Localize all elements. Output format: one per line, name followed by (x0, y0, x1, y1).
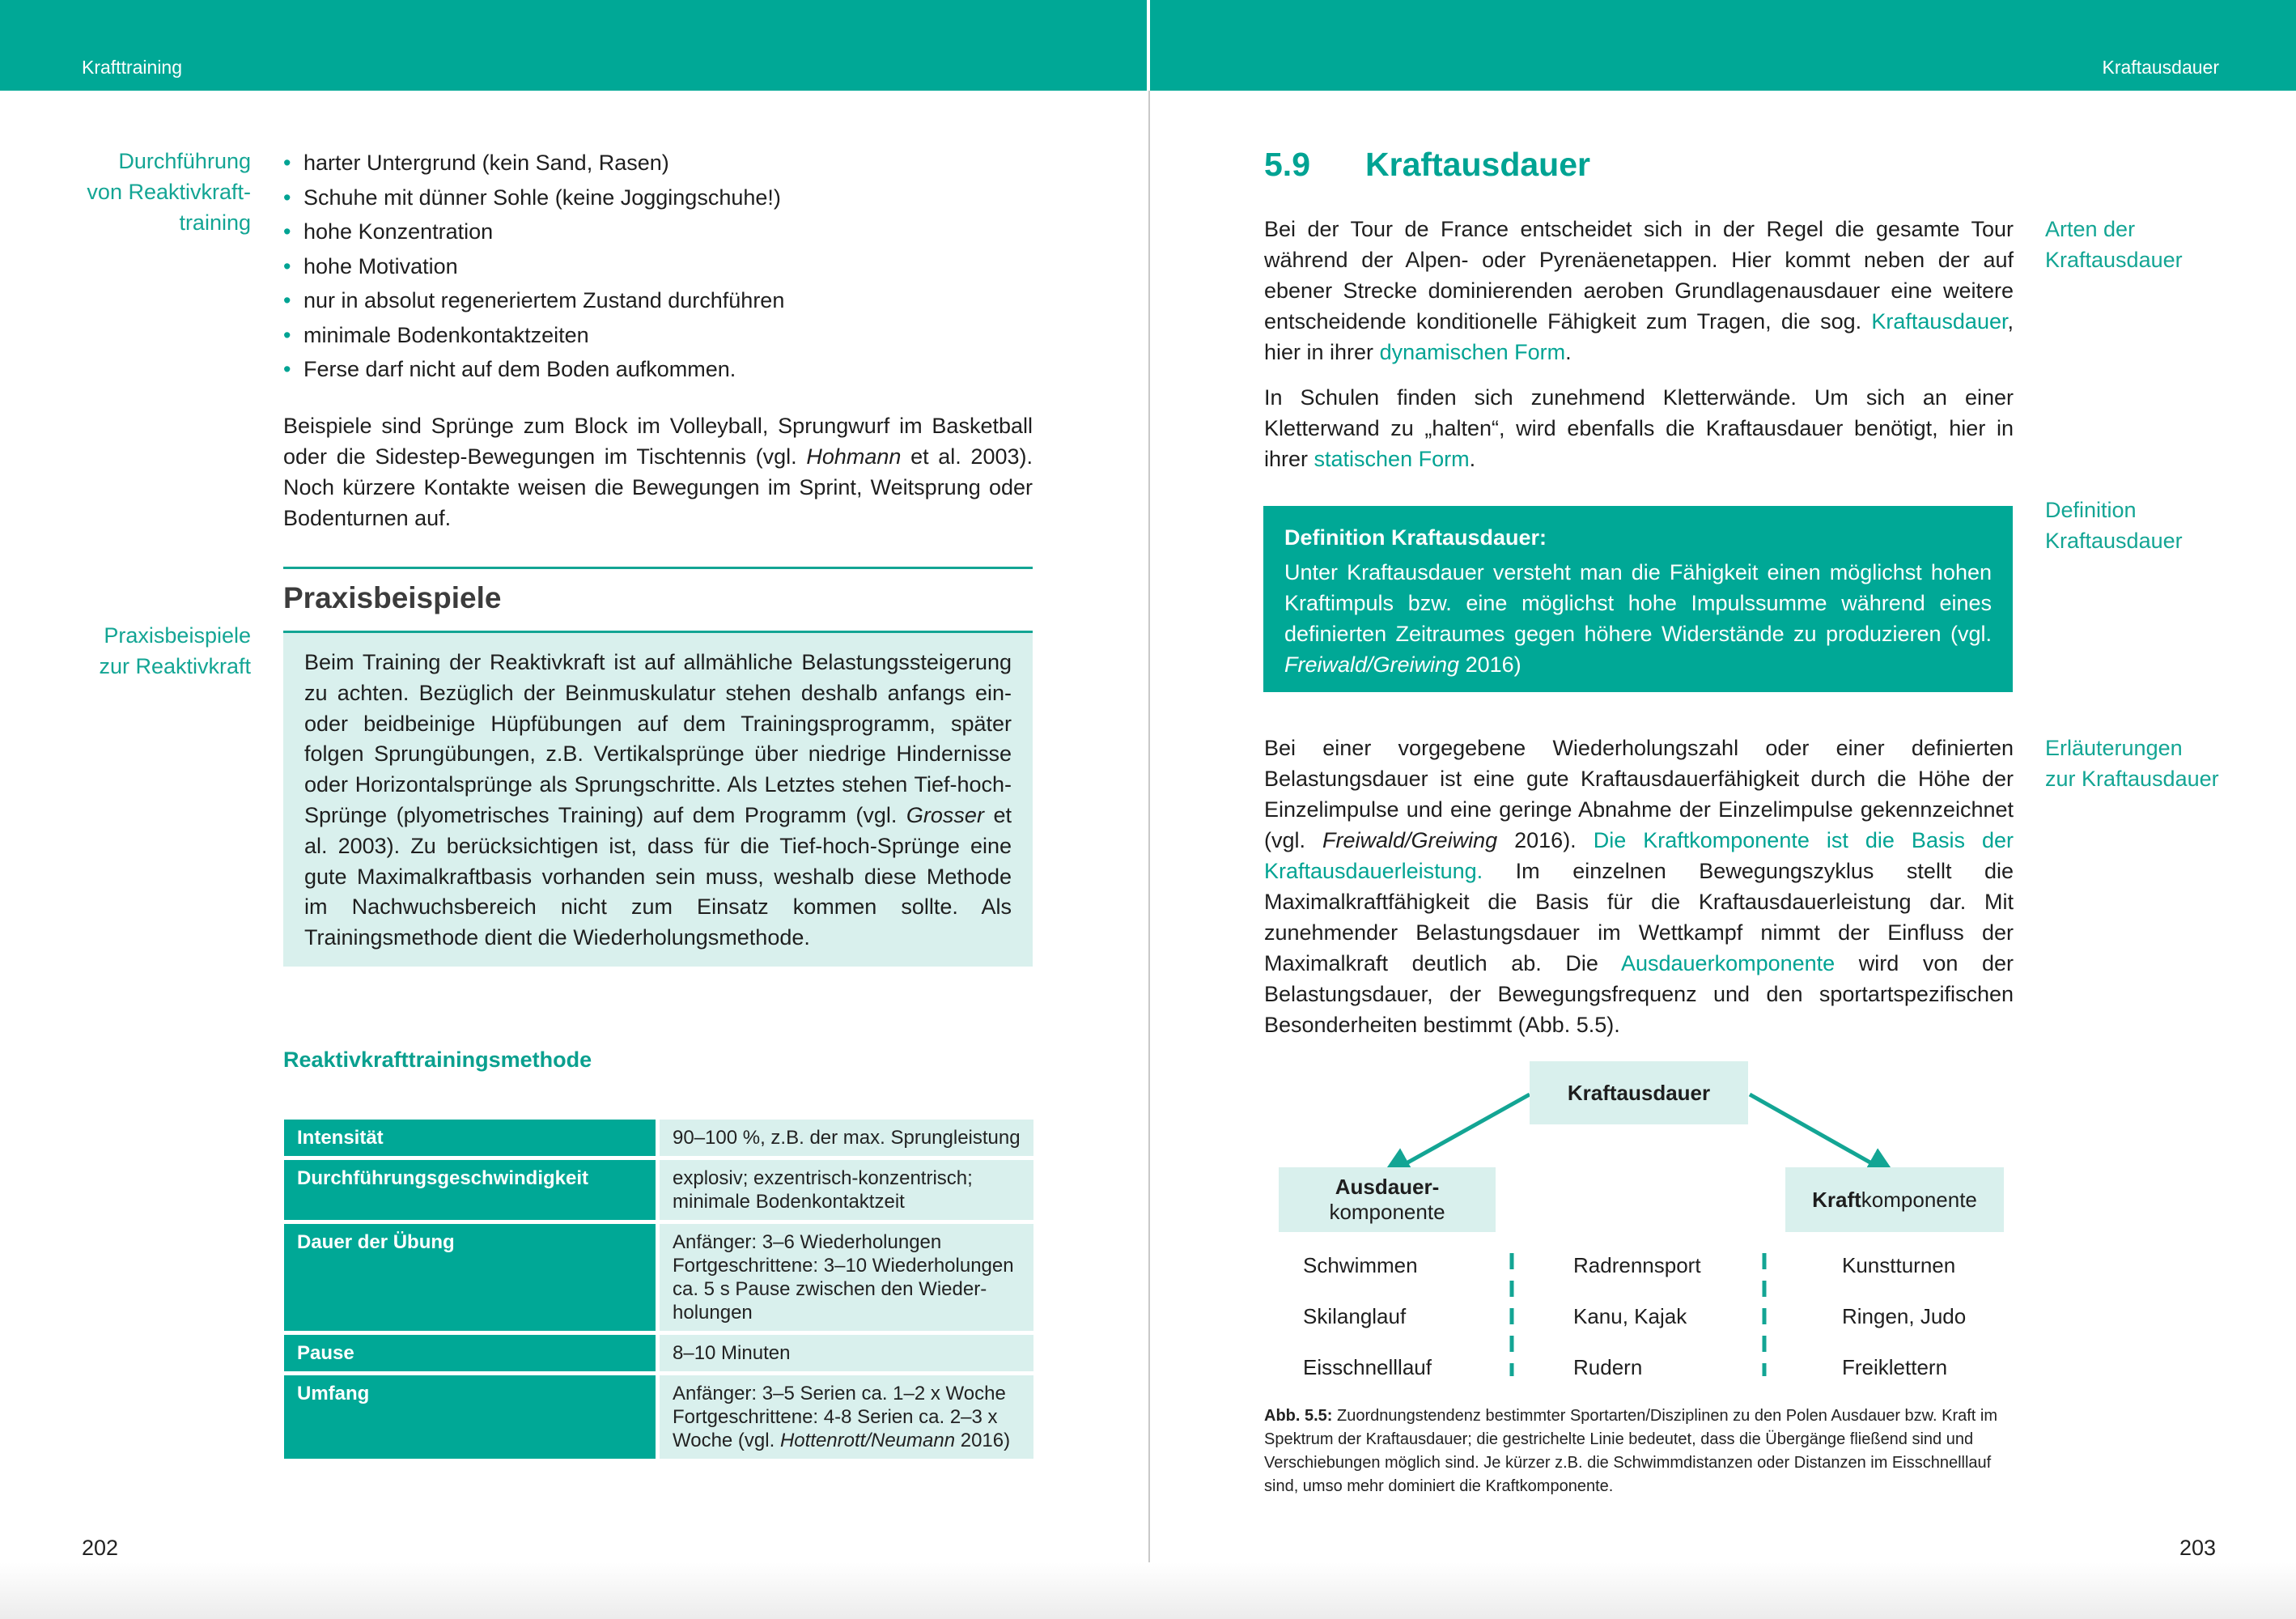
text-run: et al. 2003). Noch kürzere Kontakte weisen die Bewegungen im Sprint, Weitsprung oder Bodenturnen auf. (283, 444, 1033, 530)
definition-box (1263, 506, 2013, 692)
highlight-term: Die Kraftkomponente ist die Basis der Kraftausdauerleistung. (1264, 828, 2014, 883)
list-item-text: harter Untergrund (kein Sand, Rasen) (303, 151, 669, 175)
table-value-line (673, 1341, 1021, 1365)
running-head: Krafttraining (82, 57, 183, 78)
margin-label-line: training (179, 210, 251, 235)
section-title-text: Kraftausdauer (1365, 146, 1590, 183)
text-run: Anfänger: 3–5 Serien ca. 1–2 x Woche (673, 1383, 1006, 1404)
text-run: 2016) (1459, 652, 1521, 677)
page-number: 203 (2179, 1536, 2217, 1560)
margin-label-line: Durchführung (118, 149, 251, 173)
sport-label: Rudern (1573, 1355, 1643, 1379)
bullet-icon: • (283, 253, 291, 278)
table-key: Umfang (284, 1375, 660, 1459)
running-head: Kraftausdauer (2102, 57, 2219, 78)
praxis-box (283, 633, 1033, 967)
diagram-box-kraftausdauer: Kraftausdauer (1530, 1061, 1748, 1124)
margin-label-durchfuehrung (87, 146, 251, 238)
text-run: . (1469, 447, 1476, 471)
text-run: In Schulen finden sich zunehmend Kletterwände. Um sich an einer Kletterwand zu „halten“, wird ebenfalls die Kraftausdauer benötigt, hier in ihrer (1264, 385, 2014, 471)
table-row (284, 1375, 1033, 1459)
citation: Grosser (906, 802, 984, 827)
text-run: minimale Bodenkontaktzeit (673, 1191, 905, 1213)
box-label-bold: Ausdauer- (1335, 1175, 1440, 1199)
text-run: 90–100 %, z.B. der max. Sprungleistung (673, 1127, 1021, 1149)
sport-label: Ringen, Judo (1842, 1304, 1967, 1328)
table-title: Reaktivkrafttrainingsmethode (283, 1047, 592, 1072)
citation: Freiwald/Greiwing (1284, 652, 1460, 677)
list-item (283, 283, 784, 318)
margin-label-line: Erläuterungen (2045, 736, 2183, 760)
margin-label-praxis (99, 620, 251, 682)
text-run: wird von der Belastungsdauer, der Bewegungsfrequenz und den sportartspezifischen Besonderheiten bestimmt (Abb. 5.5). (1264, 951, 2014, 1037)
diagram-box-kraftkomponente (1785, 1167, 2004, 1232)
list-item-text: Ferse darf nicht auf dem Boden aufkommen. (303, 357, 736, 381)
margin-label-arten (2045, 214, 2183, 275)
table-row (284, 1120, 1033, 1156)
highlight-term: Ausdauerkomponente (1620, 951, 1836, 975)
table-key: Dauer der Übung (284, 1224, 660, 1331)
bullet-list (283, 146, 784, 387)
table-value-line (673, 1301, 1021, 1324)
box-label: komponente (1329, 1200, 1445, 1224)
text-run: Unter Kraftausdauer versteht man die Fähigkeit einen möglichst hohen Kraftimpuls bzw. eine möglichst hohe Impulssumme während eines definierten Zeitraumes gegen höhere Widerstände zu produzieren (vgl. (1284, 560, 1992, 646)
page-number: 202 (82, 1536, 119, 1560)
margin-label-line: Kraftausdauer (2045, 529, 2183, 553)
list-item (283, 215, 784, 249)
text-run: 2016). (1497, 828, 1594, 852)
list-item-text: hohe Konzentration (303, 219, 494, 244)
text-run: Fortgeschrittene: 4-8 Serien ca. 2–3 x (673, 1406, 998, 1428)
list-item-text: minimale Bodenkontaktzeiten (303, 322, 589, 347)
table-key: Durchführungsgeschwindigkeit (284, 1160, 660, 1220)
section-number: 5.9 (1264, 146, 1310, 183)
diagram-box-ausdauerkomponente (1279, 1167, 1496, 1232)
list-item (283, 352, 784, 387)
bullet-icon: • (283, 219, 291, 244)
citation: Hottenrott/Neumann (779, 1430, 956, 1451)
paragraph-erlaeuterungen (1264, 733, 2014, 1040)
text-run: Anfänger: 3–6 Wiederholungen (673, 1231, 942, 1253)
heading-rule-top (283, 567, 1033, 569)
text-run: et al. 2003). Zu berücksichtigen ist, dass für die Tief-hoch-Sprünge eine gute Maximalkraftbasis vorhanden sein muss, weshalb diese Methode im Nachwuchsbereich nicht zum Einsatz kommen sollte. Als Trainingsmethode dient die Wiederholungsmethode. (304, 802, 1012, 950)
praxis-heading: Praxisbeispiele (283, 581, 502, 614)
highlight-term: statischen Form (1314, 447, 1470, 471)
text-run: . (1565, 340, 1572, 364)
margin-label-line: zur Kraftausdauer (2045, 767, 2219, 791)
table-value-line (673, 1166, 1021, 1190)
sport-label: Freiklettern (1842, 1355, 1948, 1379)
margin-label-erlaeuterungen (2045, 733, 2219, 794)
text-run: Bei der Tour de France entscheidet sich in der Regel die gesamte Tour während der Alpen- oder Pyrenäenetappen. Hier kommt neben der auf ebener Strecke dominierenden aeroben Grundlagenausdauer eine weitere entscheidende konditionelle Fähigkeit zum Tragen, die sog. (1264, 217, 2014, 334)
list-item (283, 318, 784, 353)
margin-label-definition (2045, 495, 2183, 556)
kraftausdauer-diagram (1263, 1052, 2015, 1392)
bullet-icon: • (283, 322, 291, 347)
table-value-line (673, 1126, 1021, 1149)
sport-label: Kunstturnen (1842, 1253, 1956, 1277)
text-run: Woche (vgl. (673, 1430, 780, 1451)
bullet-icon: • (283, 357, 291, 381)
text-run: 2016) (955, 1430, 1011, 1451)
text-run: holungen (673, 1302, 753, 1324)
table-key: Pause (284, 1335, 660, 1371)
list-item-text: Schuhe mit dünner Sohle (keine Joggingschuhe!) (303, 185, 781, 210)
table-row (284, 1160, 1033, 1220)
definition-text (1284, 557, 1992, 680)
text-run: Bei einer vorgegebene Wiederholungszahl oder einer definierten Belastungsdauer ist eine gute Kraftausdauerfähigkeit durch die Höhe der Einzelimpulse und eine geringe Abnahme der Einzelimpulse gekennzeichnet (vgl. (1264, 736, 2014, 852)
table-value-line (673, 1277, 1021, 1301)
table-row (284, 1224, 1033, 1331)
arrow-left-icon (1390, 1094, 1530, 1172)
caption-label: Abb. 5.5: (1264, 1407, 1333, 1425)
table-value (660, 1375, 1033, 1459)
margin-label-line: Arten der (2045, 217, 2136, 241)
paragraph-schulen (1264, 382, 2014, 474)
box-label: komponente (1861, 1187, 1977, 1212)
margin-label-line: Kraftausdauer (2045, 248, 2183, 272)
text-run: explosiv; exzentrisch-konzentrisch; (673, 1167, 973, 1189)
margin-label-line: Praxisbeispiele (104, 623, 251, 648)
table-value (660, 1224, 1033, 1331)
text-run: Fortgeschrittene: 3–10 Wiederholungen (673, 1255, 1014, 1277)
margin-label-line: Definition (2045, 498, 2137, 522)
arrow-right-icon (1750, 1094, 1887, 1172)
paragraph-tour (1264, 214, 2014, 368)
table-value (660, 1120, 1033, 1156)
caption-text: Zuordnungstendenz bestimmter Sportarten/Disziplinen zu den Polen Ausdauer bzw. Kraft im Spektrum der Kraftausdauer; die gestrichelte Linie bedeutet, dass die Übergänge fließend sind und Verschiebungen möglich sind. Je kürzer z.B. die Schwimmdistanzen oder Distanzen im Eisschnelllauf sind, umso mehr dominiert die Kraftkomponente. (1264, 1407, 1998, 1495)
text-run: Im einzelnen Bewegungszyklus stellt die Maximalkraftfähigkeit die Basis für die Kraftausdauerleistung dar. Mit zunehmender Belastungsdauer im Wettkampf nimmt der Einfluss der Maximalkraft deutlich ab. Die (1264, 859, 2014, 975)
list-item-text: hohe Motivation (303, 253, 458, 278)
sport-label: Skilanglauf (1303, 1304, 1407, 1328)
bullet-icon: • (283, 185, 291, 210)
sport-label: Radrennsport (1573, 1253, 1701, 1277)
margin-label-line: von Reaktivkraft- (87, 180, 251, 204)
table-value-line (673, 1429, 1021, 1452)
table-value (660, 1335, 1033, 1371)
text-run: Beispiele sind Sprünge zum Block im Volleyball, Sprungwurf im Basketball oder die Sidestep-Bewegungen im Tischtennis (vgl. (283, 414, 1033, 469)
table-value-line (673, 1405, 1021, 1429)
table-value-line (673, 1382, 1021, 1405)
list-item (283, 249, 784, 284)
bullet-icon: • (283, 151, 291, 175)
highlight-term: Kraftausdauer (1871, 309, 2008, 334)
text-run: , hier in ihrer (1264, 309, 2014, 364)
text-run: Beim Training der Reaktivkraft ist auf allmähliche Belastungssteigerung zu achten. Bezüglich der Beinmuskulatur stehen deshalb anfangs ein- oder beidbeinige Hüpfübungen auf dem Trainingsprogramm, später folgen Sprungübungen, z.B. Vertikalsprünge über niedrige Hindernisse oder Horizontalsprünge als Sprungschritte. Als Letztes stehen Tief-hoch-Sprünge (plyometrisches Training) auf dem Programm (vgl. (304, 650, 1012, 827)
bullet-icon: • (283, 288, 291, 312)
text-run: ca. 5 s Pause zwischen den Wieder- (673, 1278, 987, 1300)
table-value-line (673, 1190, 1021, 1213)
list-item (283, 181, 784, 215)
citation: Freiwald/Greiwing (1322, 828, 1498, 852)
left-page (0, 0, 1147, 1619)
sport-label: Eisschnelllauf (1303, 1355, 1432, 1379)
examples-paragraph (283, 410, 1033, 533)
table-value (660, 1160, 1033, 1220)
list-item-text: nur in absolut regeneriertem Zustand durchführen (303, 288, 785, 312)
method-table (284, 1115, 1033, 1463)
citation: Hohmann (806, 444, 902, 469)
box-label-bold: Kraft (1812, 1187, 1861, 1212)
table-key: Intensität (284, 1120, 660, 1156)
section-title (1264, 146, 1590, 184)
text-run: 8–10 Minuten (673, 1342, 791, 1364)
table-value-line (673, 1230, 1021, 1254)
highlight-term: dynamischen Form (1379, 340, 1566, 364)
sport-label: Kanu, Kajak (1573, 1304, 1687, 1328)
table-value-line (673, 1254, 1021, 1277)
table-row (284, 1335, 1033, 1371)
definition-title: Definition Kraftausdauer: (1284, 525, 1547, 550)
page-bottom-shadow (0, 1562, 2296, 1619)
figure-caption (1264, 1404, 2025, 1498)
sport-label: Schwimmen (1303, 1253, 1418, 1277)
list-item (283, 146, 784, 181)
margin-label-line: zur Reaktivkraft (99, 654, 251, 678)
